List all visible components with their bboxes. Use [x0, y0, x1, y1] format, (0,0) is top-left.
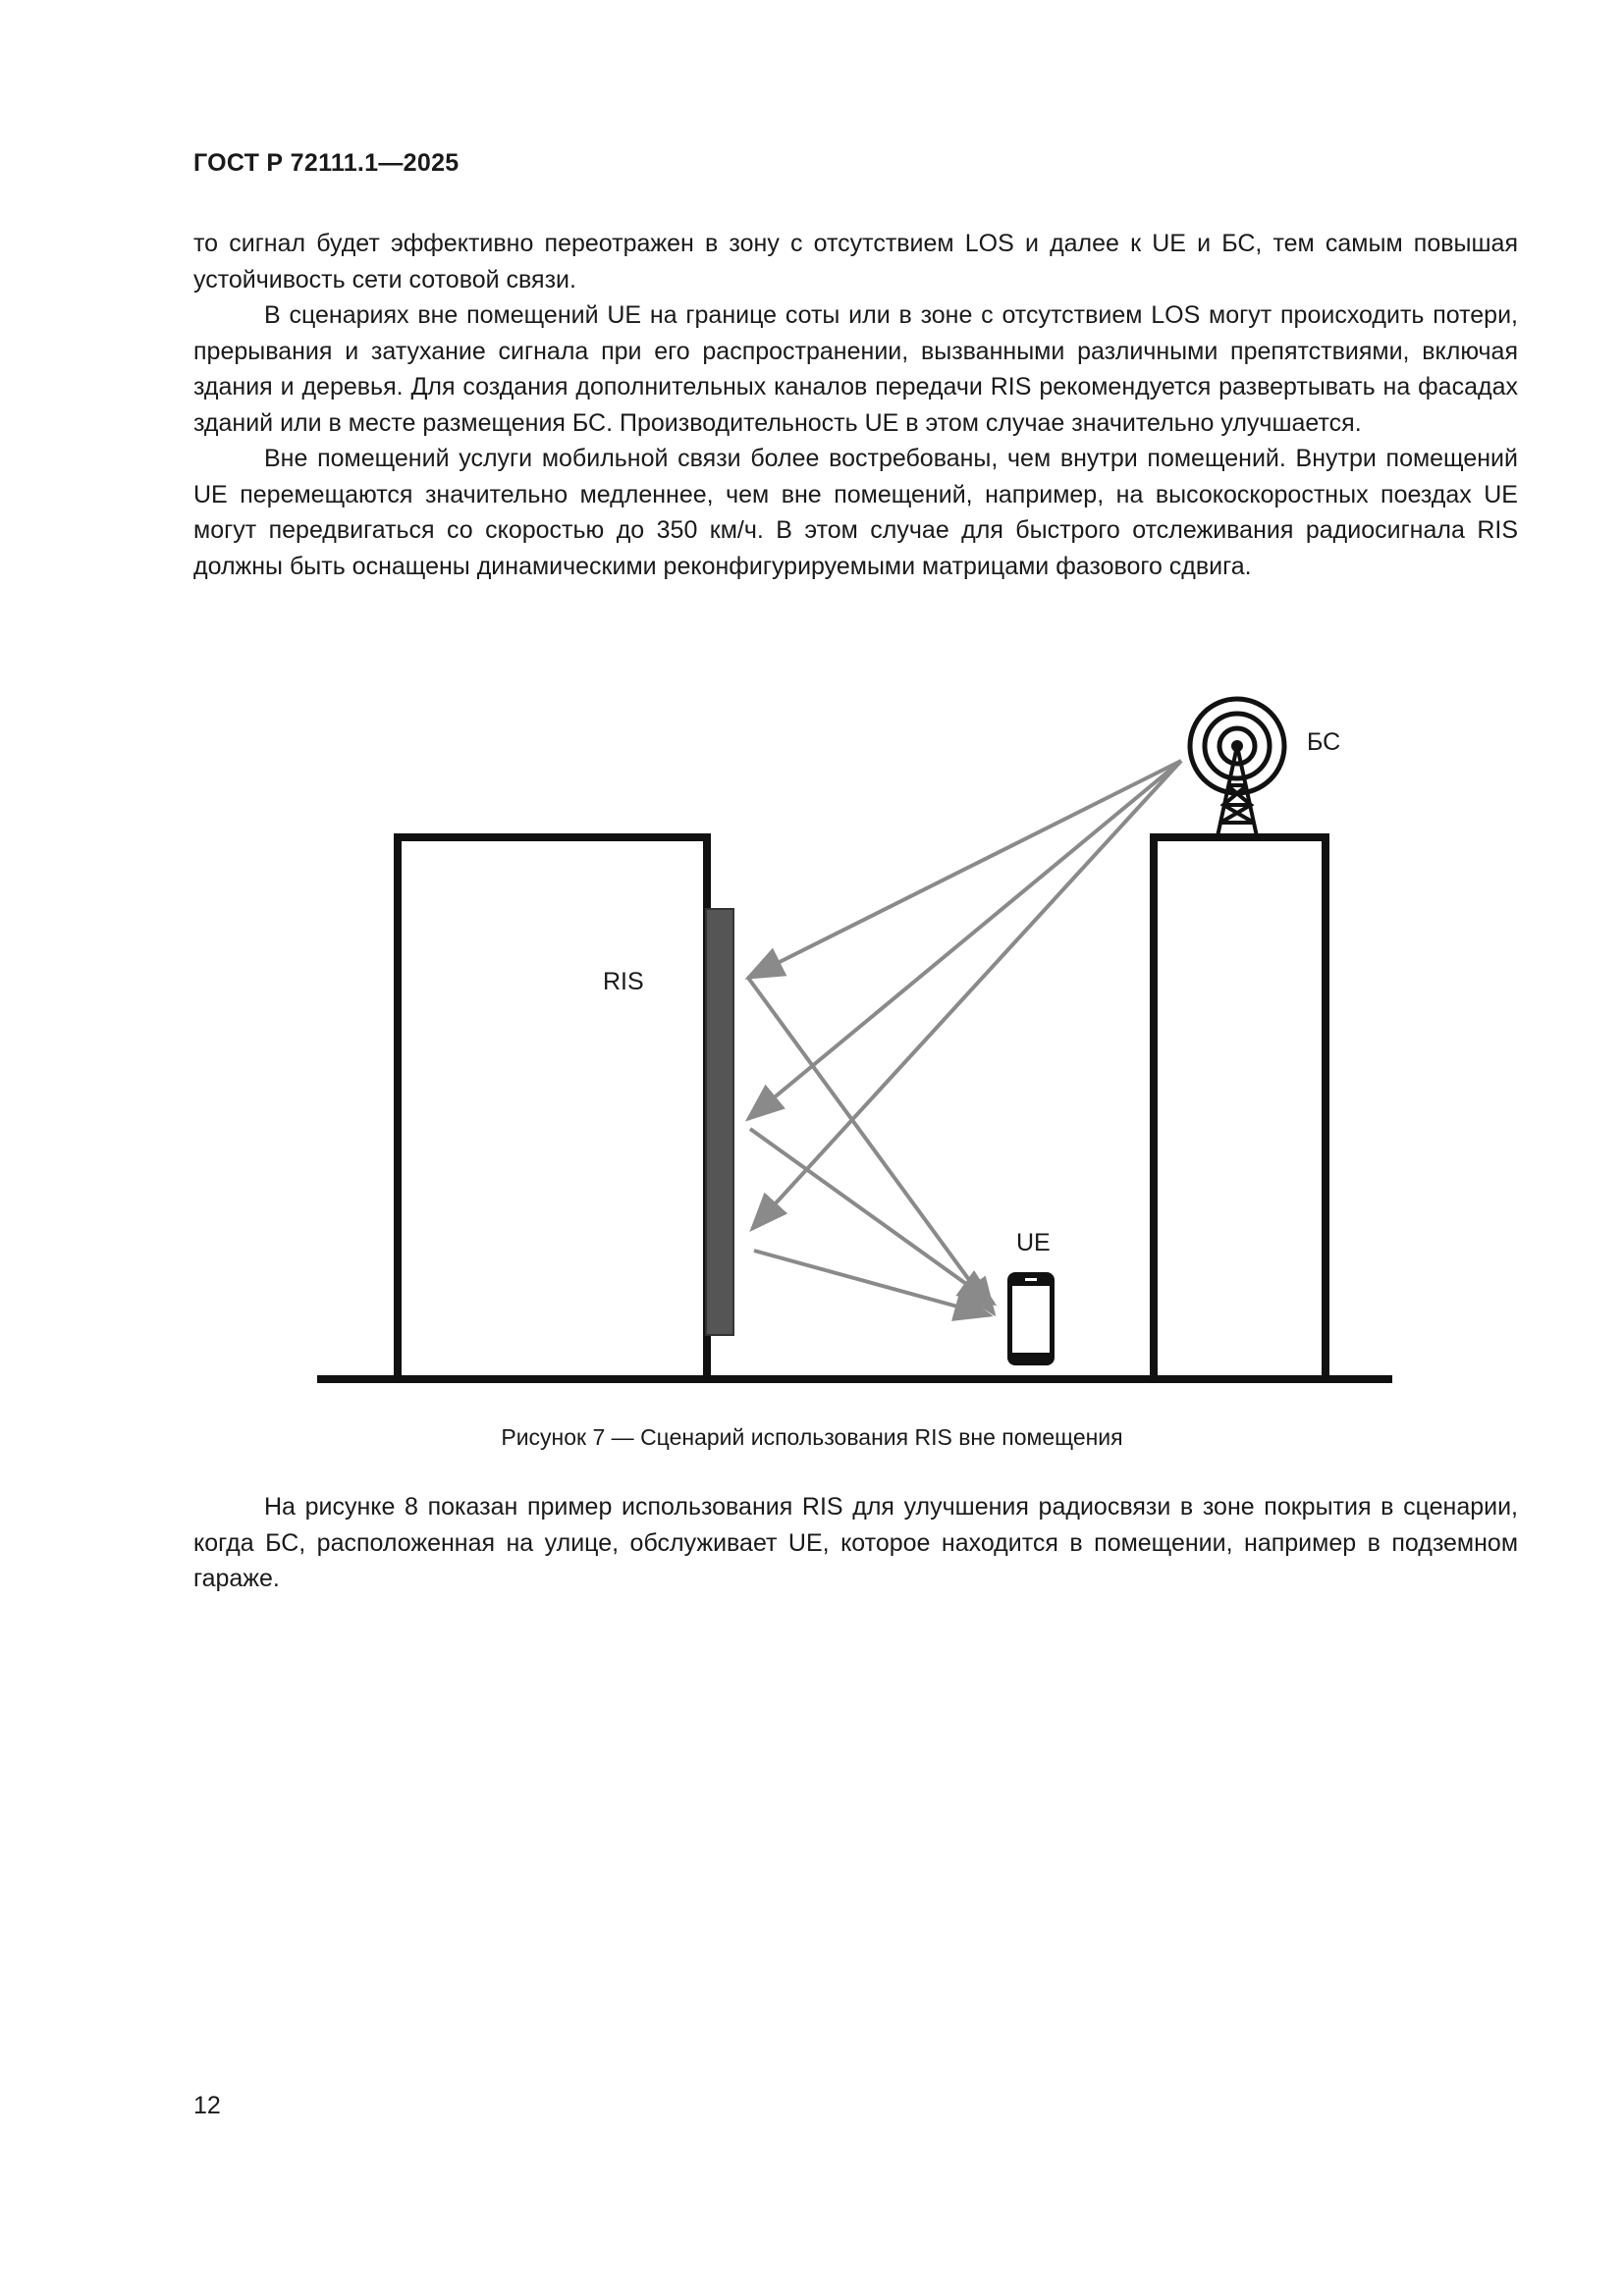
signal-arrows-bs-to-ris — [748, 761, 1181, 1229]
figure-caption: Рисунок 7 — Сценарий использования RIS вне помещения — [501, 1424, 1123, 1450]
page-number: 12 — [193, 2092, 221, 2119]
signal-arrow — [754, 1251, 990, 1315]
body-text-top — [193, 226, 1518, 584]
right-building — [1154, 837, 1326, 1379]
bs-label: БС — [1307, 728, 1341, 756]
base-station-icon — [1190, 699, 1284, 836]
paragraph: то сигнал будет эффективно переотражен в зону с отсутствием LOS и далее к UE и БС, тем самым повышая устойчивость сети сотовой связи. — [193, 230, 1518, 294]
ris-label: RIS — [603, 968, 644, 995]
signal-arrow — [750, 1129, 994, 1304]
paragraph: На рисунке 8 показан пример использования RIS для улучшения радиосвязи в зоне покрытия в сценарии, когда БС, расположенная на улице, обслуживает UE, которое находится в помещении, например в подземном гараже. — [193, 1493, 1518, 1592]
paragraph: В сценариях вне помещений UE на границе соты или в зоне с отсутствием LOS могут происходить потери, прерывания и затухание сигнала при его распространении, вызванными различными препятствиями, включая здания и деревья. Для создания дополнительных каналов передачи RIS рекомендуется развертывать на фасадах зданий или в месте размещения БС. Производительность UE в этом случае значительно улучшается. — [193, 301, 1518, 437]
ue-label: UE — [1016, 1229, 1051, 1256]
ue-phone-icon — [1007, 1272, 1055, 1365]
signal-arrow — [748, 761, 1181, 1119]
paragraph: Вне помещений услуги мобильной связи более востребованы, чем внутри помещений. Внутри помещений UE перемещаются значительно медленнее, чем вне помещений, например, на высокоскоростных поездах UE могут передвигаться со скоростью до 350 км/ч. В этом случае для быстрого отслеживания радиосигнала RIS должны быть оснащены динамическими реконфигурируемыми матрицами фазового сдвига. — [193, 445, 1518, 580]
signal-arrow — [748, 978, 994, 1313]
signal-arrows-ris-to-ue — [748, 978, 994, 1315]
left-building — [398, 837, 707, 1379]
body-text-bottom — [193, 1489, 1518, 1597]
signal-arrow — [748, 761, 1181, 978]
ris-panel — [706, 909, 733, 1335]
document-header: ГОСТ Р 72111.1—2025 — [193, 149, 460, 177]
signal-arrow — [752, 761, 1181, 1229]
